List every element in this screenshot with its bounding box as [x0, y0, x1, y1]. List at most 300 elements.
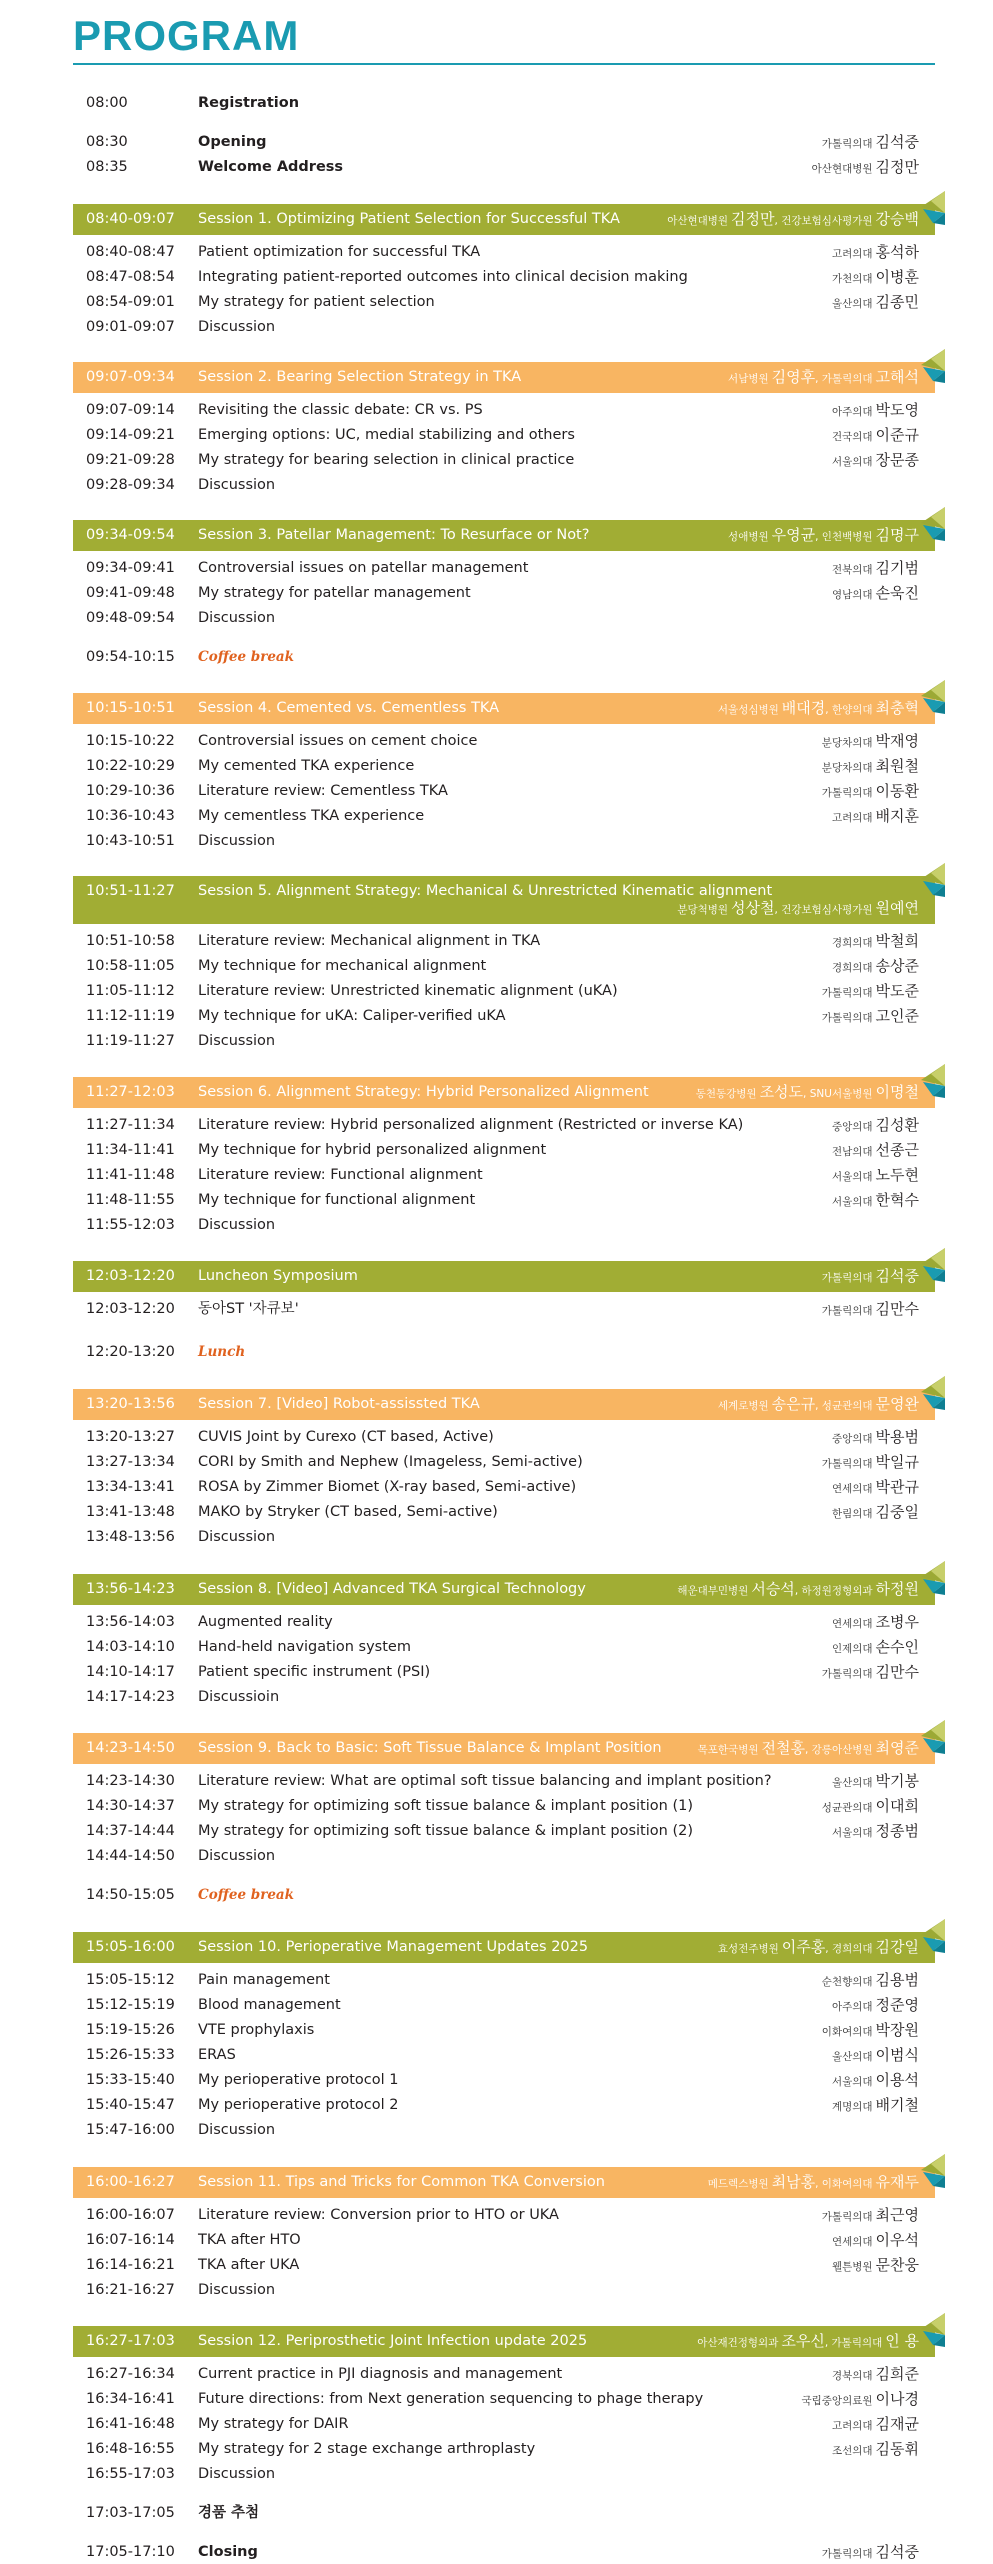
talk-title: VTE prophylaxis — [198, 2022, 315, 2038]
talk-title: My technique for uKA: Caliper-verified uKA — [198, 1008, 506, 1024]
talk-title: 동아ST '자큐보' — [198, 1301, 299, 1317]
schedule-row — [86, 240, 935, 265]
speaker-affiliation: 아산현대병원 — [811, 163, 873, 175]
schedule-row — [86, 2253, 935, 2278]
speaker-name: 박도준 — [875, 982, 919, 1000]
talk-title: Literature review: Conversion prior to HTO or UKA — [198, 2207, 559, 2223]
talk-title: Literature review: Cementless TKA — [198, 783, 448, 799]
chair-name: 배대경 — [781, 699, 826, 717]
schedule-row — [86, 1660, 935, 1685]
chair-affiliation: 세계로병원 — [717, 1400, 769, 1412]
schedule-row — [86, 1610, 935, 1635]
break-row — [86, 1883, 935, 1908]
speaker-name: 정종범 — [875, 1822, 919, 1840]
speaker — [832, 1425, 919, 1452]
row-time: 14:10-14:17 — [86, 1664, 175, 1680]
schedule-row — [86, 2362, 935, 2387]
schedule-row — [86, 754, 935, 779]
schedule-row — [86, 1029, 935, 1054]
speaker-name: 선종근 — [875, 1141, 919, 1159]
speaker-affiliation: 경희의대 — [831, 937, 873, 949]
speaker-affiliation: 아주의대 — [831, 2001, 873, 2013]
speaker-name: 문찬웅 — [875, 2256, 919, 2274]
session-title: Session 3. Patellar Management: To Resurface or Not? — [198, 527, 590, 543]
speaker-affiliation: 건국의대 — [831, 431, 873, 443]
schedule-row — [86, 2462, 935, 2487]
schedule-row — [86, 2540, 935, 2564]
speaker-name: 김정만 — [875, 158, 919, 176]
schedule-row — [86, 1819, 935, 1844]
speaker-name: 박도영 — [875, 401, 919, 419]
schedule-row — [86, 1163, 935, 1188]
speaker-name: 노두현 — [875, 1166, 919, 1184]
session-chairs: 동천동강병원 조성도, SNU서울병원 이명철 — [695, 1083, 919, 1101]
chair-affiliation: 가톨릭의대 — [831, 2337, 883, 2349]
talk-title: Literature review: Hybrid personalized alignment (Restricted or inverse KA) — [198, 1117, 744, 1133]
speaker — [832, 1188, 919, 1215]
speaker — [832, 1635, 919, 1662]
talk-title: My strategy for optimizing soft tissue balance & implant position (1) — [198, 1798, 693, 1814]
schedule-row — [86, 1113, 935, 1138]
chair-name: 고해석 — [875, 368, 919, 386]
speaker-affiliation: 가톨릭의대 — [821, 987, 873, 999]
chair-affiliation: 경희의대 — [831, 1943, 873, 1955]
session-header — [73, 520, 935, 551]
speaker-affiliation: 한림의대 — [831, 1508, 873, 1520]
speaker-name: 송상준 — [875, 957, 919, 975]
speaker-affiliation: 가천의대 — [831, 273, 873, 285]
talk-title: MAKO by Stryker (CT based, Semi-active) — [198, 1504, 498, 1520]
session-header — [73, 1389, 935, 1420]
session-time: 16:27-17:03 — [86, 2333, 175, 2349]
speaker-affiliation: 울산의대 — [831, 1777, 873, 1789]
chair-affiliation: SNU서울병원 — [809, 1088, 873, 1100]
chair-affiliation: 목포한국병원 — [697, 1744, 759, 1756]
triangle-flag-icon — [917, 189, 947, 225]
talk-title: Discussioin — [198, 1689, 280, 1705]
schedule-row — [86, 1297, 935, 1322]
speaker — [832, 1500, 919, 1527]
triangle-flag-icon — [917, 1246, 947, 1282]
talk-title: Emerging options: UC, medial stabilizing and others — [198, 427, 575, 443]
schedule-row — [86, 2437, 935, 2462]
session-title: Session 2. Bearing Selection Strategy in TKA — [198, 369, 522, 385]
session-chairs: 목포한국병원 전철홍, 강릉아산병원 최영준 — [697, 1739, 919, 1757]
row-time: 13:48-13:56 — [86, 1529, 175, 1545]
schedule-row — [86, 556, 935, 581]
chair-affiliation: 한양의대 — [831, 704, 873, 716]
row-time: 10:58-11:05 — [86, 958, 175, 974]
triangle-flag-icon — [917, 1559, 947, 1595]
row-time: 08:40-08:47 — [86, 244, 175, 260]
speaker-name: 최원철 — [875, 757, 919, 775]
session-chairs: 세계로병원 송은규, 성균관의대 문영완 — [717, 1395, 919, 1413]
talk-title: Blood management — [198, 1997, 341, 2013]
talk-title: My strategy for 2 stage exchange arthroplasty — [198, 2441, 536, 2457]
speaker-name: 손욱진 — [875, 584, 919, 602]
speaker-affiliation: 울산의대 — [831, 2051, 873, 2063]
triangle-flag-icon — [917, 347, 947, 383]
speaker-name: 고인준 — [875, 1007, 919, 1025]
speaker-affiliation: 가톨릭의대 — [821, 2211, 873, 2223]
triangle-flag-icon — [917, 505, 947, 541]
speaker — [832, 1993, 919, 2020]
speaker — [832, 423, 919, 450]
speaker-name: 김용범 — [875, 1971, 919, 1989]
talk-title: Literature review: What are optimal soft tissue balancing and implant position? — [198, 1773, 772, 1789]
break-label: Coffee break — [198, 649, 295, 665]
session-header — [73, 876, 935, 924]
session-title: Session 8. [Video] Advanced TKA Surgical Technology — [198, 1581, 586, 1597]
speaker — [822, 729, 919, 756]
talk-title: Discussion — [198, 833, 276, 849]
speaker-affiliation: 가톨릭의대 — [821, 787, 873, 799]
chair-affiliation: 강릉아산병원 — [811, 1744, 873, 1756]
row-time: 16:27-16:34 — [86, 2366, 175, 2382]
session-chairs: 아산재건정형외과 조우신, 가톨릭의대 인 용 — [697, 2332, 919, 2350]
speaker — [832, 2362, 919, 2389]
speaker-name: 홍석하 — [875, 243, 919, 261]
talk-title: Discussion — [198, 610, 276, 626]
row-time: 09:41-09:48 — [86, 585, 175, 601]
session-header — [73, 2326, 935, 2357]
speaker — [832, 1475, 919, 1502]
speaker-affiliation: 가톨릭의대 — [821, 138, 873, 150]
talk-title: My strategy for patient selection — [198, 294, 435, 310]
speaker-affiliation: 전북의대 — [831, 564, 873, 576]
speaker-name: 최근영 — [875, 2206, 919, 2224]
session-title: Session 1. Optimizing Patient Selection for Successful TKA — [198, 211, 620, 227]
schedule-row — [86, 1769, 935, 1794]
session-title: Session 12. Periprosthetic Joint Infection update 2025 — [198, 2333, 588, 2349]
chair-affiliation: 서남병원 — [728, 373, 769, 385]
talk-title: My strategy for optimizing soft tissue balance & implant position (2) — [198, 1823, 693, 1839]
title-divider — [73, 63, 935, 65]
row-time: 17:05-17:10 — [86, 2544, 175, 2560]
row-time: 09:34-09:41 — [86, 560, 175, 576]
row-time: 14:23-14:30 — [86, 1773, 175, 1789]
row-time: 16:41-16:48 — [86, 2416, 175, 2432]
speaker-name: 박철희 — [875, 932, 919, 950]
speaker-name: 이용석 — [875, 2071, 919, 2089]
speaker — [832, 1163, 919, 1190]
chair-name: 최충혁 — [875, 699, 919, 717]
speaker-affiliation: 가톨릭의대 — [821, 2548, 873, 2560]
speaker — [832, 448, 919, 475]
chair-name: 인 용 — [885, 2332, 919, 2350]
row-time: 16:21-16:27 — [86, 2282, 175, 2298]
speaker-affiliation: 영남의대 — [831, 589, 873, 601]
speaker — [832, 2043, 919, 2070]
speaker — [832, 2093, 919, 2120]
schedule-row — [86, 265, 935, 290]
speaker — [832, 290, 919, 317]
session-time: 09:07-09:34 — [86, 369, 175, 385]
speaker-affiliation: 분당차의대 — [821, 737, 873, 749]
break-label: Coffee break — [198, 1887, 295, 1903]
session-title: Luncheon Symposium — [198, 1268, 358, 1284]
row-time: 09:14-09:21 — [86, 427, 175, 443]
schedule-row — [86, 1004, 935, 1029]
talk-title: CUVIS Joint by Curexo (CT based, Active) — [198, 1429, 494, 1445]
triangle-flag-icon — [917, 2311, 947, 2347]
talk-title: My cementless TKA experience — [198, 808, 425, 824]
speaker — [822, 1968, 919, 1995]
triangle-flag-icon — [917, 1374, 947, 1410]
speaker — [822, 1660, 919, 1687]
schedule-row — [86, 290, 935, 315]
speaker-affiliation: 전남의대 — [831, 1146, 873, 1158]
row-time: 16:48-16:55 — [86, 2441, 175, 2457]
talk-title: Discussion — [198, 477, 276, 493]
chair-name: 우영균 — [771, 526, 816, 544]
chair-affiliation: 성애병원 — [728, 531, 769, 543]
schedule-row — [86, 91, 935, 116]
chair-affiliation: 효성전주병원 — [717, 1943, 779, 1955]
schedule-row — [86, 2412, 935, 2437]
speaker — [832, 1769, 919, 1796]
speaker-affiliation: 울산의대 — [831, 298, 873, 310]
chair-name: 강승백 — [875, 210, 919, 228]
row-time: 11:05-11:12 — [86, 983, 175, 999]
talk-title: Discussion — [198, 2122, 276, 2138]
schedule-row — [86, 979, 935, 1004]
speaker-name: 김만수 — [875, 1300, 919, 1318]
session-header — [73, 204, 935, 235]
row-time: 15:33-15:40 — [86, 2072, 175, 2088]
schedule-row — [86, 1188, 935, 1213]
speaker-affiliation: 성균관의대 — [821, 1802, 873, 1814]
schedule-row — [86, 1635, 935, 1660]
schedule-row — [86, 1525, 935, 1550]
triangle-flag-icon — [917, 1917, 947, 1953]
talk-title: Discussion — [198, 319, 276, 335]
speaker-name: 배기철 — [875, 2096, 919, 2114]
chair-affiliation: 이화여의대 — [821, 2178, 873, 2190]
row-time: 10:15-10:22 — [86, 733, 175, 749]
chair-name: 김영후 — [771, 368, 816, 386]
triangle-flag-icon — [917, 2152, 947, 2188]
triangle-flag-icon — [917, 678, 947, 714]
talk-title: Hand-held navigation system — [198, 1639, 411, 1655]
speaker-name: 김동휘 — [875, 2440, 919, 2458]
row-time: 15:19-15:26 — [86, 2022, 175, 2038]
row-time: 08:47-08:54 — [86, 269, 175, 285]
row-time: 15:05-15:12 — [86, 1972, 175, 1988]
talk-title: TKA after HTO — [198, 2232, 301, 2248]
talk-title: My strategy for bearing selection in clinical practice — [198, 452, 575, 468]
schedule-row — [86, 130, 935, 155]
chair-affiliation: 가톨릭의대 — [821, 1272, 873, 1284]
schedule-row — [86, 2118, 935, 2143]
speaker-affiliation: 가톨릭의대 — [821, 1458, 873, 1470]
chair-name: 서승석 — [751, 1580, 795, 1598]
speaker-affiliation: 고려의대 — [831, 812, 873, 824]
speaker-affiliation: 경북의대 — [831, 2370, 873, 2382]
chair-affiliation: 인천백병원 — [821, 531, 873, 543]
talk-title: Integrating patient-reported outcomes into clinical decision making — [198, 269, 688, 285]
triangle-flag-icon — [917, 1062, 947, 1098]
session-time: 10:15-10:51 — [86, 700, 175, 716]
schedule-row — [86, 1794, 935, 1819]
speaker-name: 이대희 — [875, 1797, 919, 1815]
speaker-name: 박관규 — [875, 1478, 919, 1496]
chair-affiliation: 분당척병원 — [677, 904, 729, 916]
chair-name: 최남홍 — [771, 2173, 816, 2191]
schedule-row — [86, 315, 935, 340]
session-title: Session 6. Alignment Strategy: Hybrid Personalized Alignment — [198, 1084, 649, 1100]
row-time: 09:01-09:07 — [86, 319, 175, 335]
speaker — [822, 754, 919, 781]
schedule-row — [86, 2228, 935, 2253]
session-chairs: 성애병원 우영균, 인천백병원 김명구 — [728, 526, 919, 544]
speaker-affiliation: 중앙의대 — [831, 1121, 873, 1133]
talk-title: Augmented reality — [198, 1614, 333, 1630]
row-time: 13:20-13:27 — [86, 1429, 175, 1445]
row-time: 09:21-09:28 — [86, 452, 175, 468]
talk-title: Discussion — [198, 1848, 276, 1864]
session-time: 16:00-16:27 — [86, 2174, 175, 2190]
speaker — [822, 2018, 919, 2045]
schedule-row — [86, 1685, 935, 1710]
talk-title: My strategy for patellar management — [198, 585, 471, 601]
session-time: 15:05-16:00 — [86, 1939, 175, 1955]
session-time: 14:23-14:50 — [86, 1740, 175, 1756]
speaker-affiliation: 웰튼병원 — [831, 2261, 873, 2273]
chair-name: 유재두 — [875, 2173, 919, 2191]
chair-affiliation: 동천동강병원 — [695, 1088, 757, 1100]
talk-title: ERAS — [198, 2047, 236, 2063]
talk-title: Future directions: from Next generation sequencing to phage therapy — [198, 2391, 704, 2407]
talk-title: Opening — [198, 134, 267, 150]
row-time: 14:50-15:05 — [86, 1887, 175, 1903]
talk-title: Patient specific instrument (PSI) — [198, 1664, 431, 1680]
break-row — [86, 1340, 935, 1365]
talk-title: Current practice in PJI diagnosis and management — [198, 2366, 563, 2382]
session-time: 13:20-13:56 — [86, 1396, 175, 1412]
row-time: 09:48-09:54 — [86, 610, 175, 626]
session-title: Session 5. Alignment Strategy: Mechanical & Unrestricted Kinematic alignment — [198, 883, 773, 899]
schedule-row — [86, 155, 935, 180]
talk-title: Pain management — [198, 1972, 330, 1988]
speaker-affiliation: 연세의대 — [831, 1618, 873, 1630]
speaker-affiliation: 경희의대 — [831, 962, 873, 974]
chair-affiliation: 아산재건정형외과 — [697, 2337, 779, 2349]
speaker — [832, 1138, 919, 1165]
speaker-name: 정준영 — [875, 1996, 919, 2014]
schedule-row — [86, 473, 935, 498]
chair-name: 원예연 — [875, 899, 919, 917]
schedule-row — [86, 1425, 935, 1450]
schedule-row — [86, 829, 935, 854]
speaker-affiliation: 서울의대 — [831, 1196, 873, 1208]
page-title: PROGRAM — [73, 12, 300, 59]
speaker-affiliation: 고려의대 — [831, 248, 873, 260]
speaker-name: 김만수 — [875, 1663, 919, 1681]
chair-affiliation: 메드렉스병원 — [707, 2178, 769, 2190]
chair-name: 성상철 — [731, 899, 775, 917]
speaker-name: 이범식 — [875, 2046, 919, 2064]
schedule-row — [86, 1844, 935, 1869]
chair-name: 송은규 — [771, 1395, 816, 1413]
speaker-name: 박용범 — [875, 1428, 919, 1446]
schedule-row — [86, 1213, 935, 1238]
row-time: 13:34-13:41 — [86, 1479, 175, 1495]
triangle-flag-icon — [917, 1718, 947, 1754]
session-title: Session 4. Cemented vs. Cementless TKA — [198, 700, 500, 716]
chair-name: 전철홍 — [761, 1739, 805, 1757]
speaker-name: 한혁수 — [875, 1191, 919, 1209]
talk-title: Controversial issues on cement choice — [198, 733, 478, 749]
speaker — [832, 1819, 919, 1846]
row-time: 11:55-12:03 — [86, 1217, 175, 1233]
chair-affiliation: 성균관의대 — [821, 1400, 873, 1412]
session-chairs: 해운대부민병원 서승석, 하정원정형외과 하정원 — [677, 1580, 919, 1598]
speaker-affiliation: 인제의대 — [831, 1643, 873, 1655]
row-time: 10:51-10:58 — [86, 933, 175, 949]
session-title: Session 7. [Video] Robot-assissted TKA — [198, 1396, 480, 1412]
talk-title: TKA after UKA — [198, 2257, 300, 2273]
session-time: 12:03-12:20 — [86, 1268, 175, 1284]
speaker-name: 박기봉 — [875, 1772, 919, 1790]
talk-title: Discussion — [198, 2466, 276, 2482]
talk-title: Patient optimization for successful TKA — [198, 244, 481, 260]
session-chairs: 메드렉스병원 최남홍, 이화여의대 유재두 — [707, 2173, 919, 2191]
talk-title: Discussion — [198, 1529, 276, 1545]
schedule-row — [86, 929, 935, 954]
schedule-row — [86, 423, 935, 448]
row-time: 11:41-11:48 — [86, 1167, 175, 1183]
session-time: 08:40-09:07 — [86, 211, 175, 227]
session-chairs: 분당척병원 성상철, 건강보험심사평가원 원예연 — [677, 899, 919, 917]
row-time: 16:55-17:03 — [86, 2466, 175, 2482]
talk-title: Revisiting the classic debate: CR vs. PS — [198, 402, 483, 418]
speaker — [802, 2387, 920, 2414]
speaker-affiliation: 연세의대 — [831, 2236, 873, 2248]
speaker-affiliation: 이화여의대 — [821, 2026, 873, 2038]
speaker-affiliation: 고려의대 — [831, 2420, 873, 2432]
session-time: 11:27-12:03 — [86, 1084, 175, 1100]
row-time: 08:35 — [86, 159, 128, 175]
schedule-row — [86, 1450, 935, 1475]
session-header — [73, 2167, 935, 2198]
speaker-affiliation: 서울의대 — [831, 1827, 873, 1839]
row-time: 10:36-10:43 — [86, 808, 175, 824]
speaker-name: 배지훈 — [875, 807, 919, 825]
session-time: 09:34-09:54 — [86, 527, 175, 543]
speaker — [832, 265, 919, 292]
schedule-row — [86, 2068, 935, 2093]
speaker — [832, 1610, 919, 1637]
chair-name: 김정만 — [731, 210, 775, 228]
triangle-flag-icon — [917, 861, 947, 897]
row-time: 12:20-13:20 — [86, 1344, 175, 1360]
speaker-name: 김종민 — [875, 293, 919, 311]
chair-affiliation: 가톨릭의대 — [821, 373, 873, 385]
chair-affiliation: 건강보험심사평가원 — [781, 215, 873, 227]
speaker — [832, 2437, 919, 2464]
schedule-row — [86, 1138, 935, 1163]
speaker — [822, 979, 919, 1006]
row-time: 11:48-11:55 — [86, 1192, 175, 1208]
talk-title: My technique for hybrid personalized alignment — [198, 1142, 547, 1158]
talk-title: Welcome Address — [198, 159, 344, 175]
speaker-affiliation: 가톨릭의대 — [821, 1668, 873, 1680]
speaker — [832, 2068, 919, 2095]
speaker — [822, 1450, 919, 1477]
session-header — [73, 693, 935, 724]
speaker — [832, 929, 919, 956]
